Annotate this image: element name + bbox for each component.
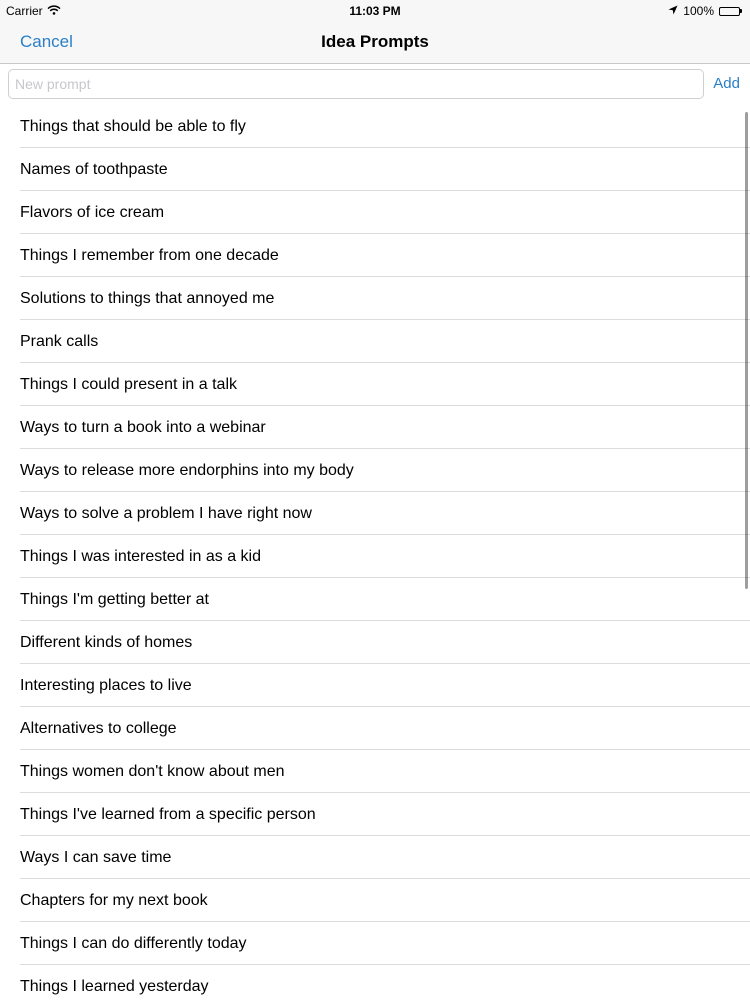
top-bar <box>0 0 750 64</box>
list-item[interactable]: Things I'm getting better at <box>0 578 750 621</box>
list-item[interactable]: Ways to solve a problem I have right now <box>0 492 750 535</box>
prompt-list <box>0 105 750 1000</box>
scrollbar[interactable] <box>745 112 748 589</box>
page-title: Idea Prompts <box>321 32 429 51</box>
list-item[interactable]: Different kinds of homes <box>0 621 750 664</box>
list-item[interactable]: Ways to turn a book into a webinar <box>0 406 750 449</box>
list-item[interactable]: Ways to release more endorphins into my body <box>0 449 750 492</box>
navigation-bar <box>0 22 750 63</box>
list-item[interactable]: Things I can do differently today <box>0 922 750 965</box>
list-item[interactable]: Things that should be able to fly <box>0 105 750 148</box>
battery-percent: 100% <box>683 4 714 18</box>
status-time: 11:03 PM <box>349 4 401 18</box>
new-prompt-input[interactable] <box>8 69 704 99</box>
list-item[interactable]: Things women don't know about men <box>0 750 750 793</box>
list-item[interactable]: Alternatives to college <box>0 707 750 750</box>
list-item[interactable]: Things I learned yesterday <box>20 978 209 995</box>
list-item[interactable]: Ways I can save time <box>0 836 750 879</box>
status-bar <box>0 0 750 22</box>
battery-icon <box>719 7 742 16</box>
cancel-button[interactable]: Cancel <box>20 32 73 51</box>
location-arrow-icon <box>668 0 678 22</box>
list-item[interactable]: Prank calls <box>0 320 750 363</box>
list-item[interactable]: Things I've learned from a specific person <box>0 793 750 836</box>
list-item[interactable]: Things I remember from one decade <box>0 234 750 277</box>
status-right <box>668 0 742 22</box>
new-prompt-row <box>0 64 750 104</box>
carrier-label: Carrier <box>6 4 43 18</box>
list-item[interactable]: Interesting places to live <box>0 664 750 707</box>
list-item[interactable]: Flavors of ice cream <box>0 191 750 234</box>
list-item[interactable]: Things I could present in a talk <box>0 363 750 406</box>
list-item[interactable]: Things I was interested in as a kid <box>0 535 750 578</box>
list-item[interactable]: Names of toothpaste <box>0 148 750 191</box>
add-button[interactable]: Add <box>713 75 740 92</box>
list-item[interactable]: Solutions to things that annoyed me <box>0 277 750 320</box>
list-item[interactable]: Chapters for my next book <box>0 879 750 922</box>
